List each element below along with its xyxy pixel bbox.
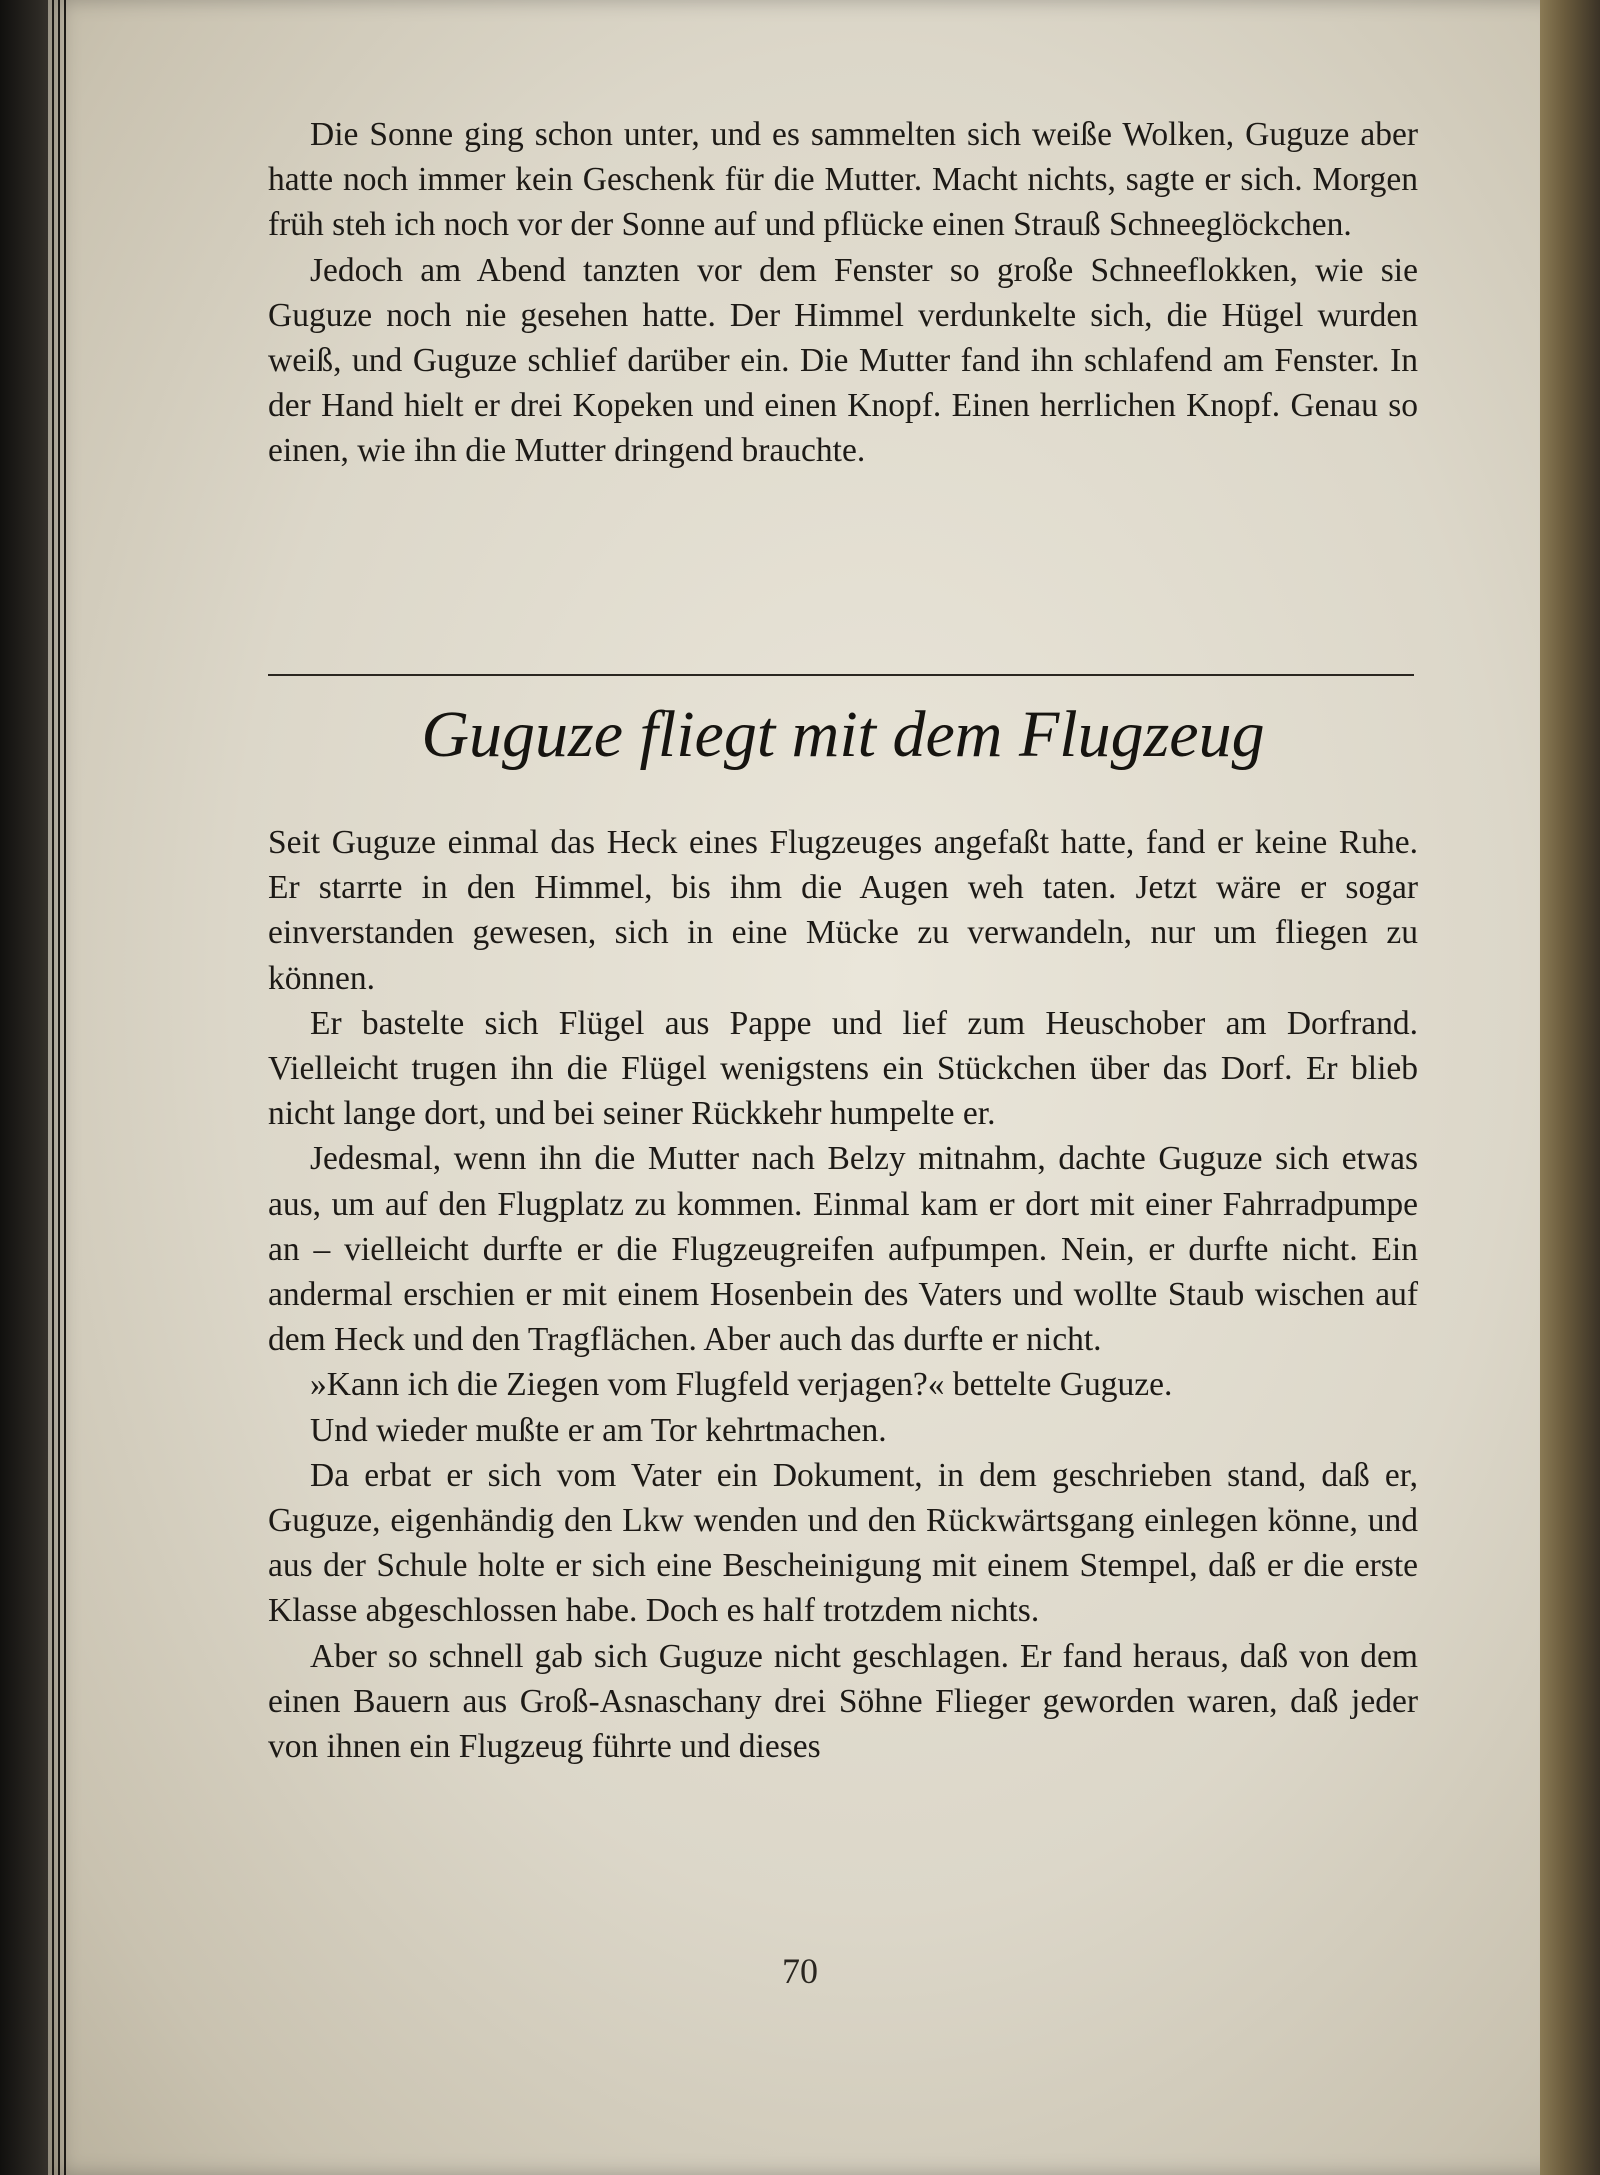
story-ending <box>268 112 1418 474</box>
paragraph: Die Sonne ging schon unter, und es sammelten sich weiße Wolken, Guguze aber hatte noch immer kein Geschenk für die Mutter. Macht nichts, sagte er sich. Morgen früh steh ich noch vor der Sonne auf und pflücke einen Strauß Schneeglöckchen. <box>268 116 1418 244</box>
paragraph: »Kann ich die Ziegen vom Flugfeld verjagen?« bettelte Guguze. <box>310 1366 1173 1404</box>
right-page-edge <box>1540 0 1600 2175</box>
paragraph: Da erbat er sich vom Vater ein Dokument, in dem geschrieben stand, daß er, Guguze, eigenhändig den Lkw wenden und den Rückwärtsgang einlegen könne, und aus der Schule holte er sich eine Bescheinigung mit einem Stempel, daß er die erste Klasse abgeschlossen habe. Doch es half trotzdem nichts. <box>268 1456 1418 1630</box>
paragraph: Jedesmal, wenn ihn die Mutter nach Belzy mitnahm, dachte Guguze sich etwas aus, um auf den Flugplatz zu kommen. Einmal kam er dort mit einer Fahrradpumpe an – vielleicht durfte er die Flugzeugreifen aufpumpen. Nein, er durfte nicht. Ein andermal erschien er mit einem Hosenbein des Vaters und wollte Staub wischen auf dem Heck und den Tragflächen. Aber auch das durfte er nicht. <box>268 1140 1418 1359</box>
page-number: 70 <box>782 1951 818 1991</box>
paragraph: Und wieder mußte er am Tor kehrtmachen. <box>310 1411 887 1449</box>
chapter-divider-rule <box>268 674 1414 676</box>
page-stack-edge <box>52 0 70 2175</box>
paragraph: Aber so schnell gab sich Guguze nicht geschlagen. Er fand heraus, daß von dem einen Bauern aus Groß-Asnaschany drei Söhne Flieger geworden waren, daß jeder von ihnen ein Flugzeug führte und dieses <box>268 1637 1418 1766</box>
paragraph: Jedoch am Abend tanzten vor dem Fenster so große Schneeflokken, wie sie Guguze noch nie gesehen hatte. Der Himmel verdunkelte sich, die Hügel wurden weiß, und Guguze schlief darüber ein. Die Mutter fand ihn schlafend am Fenster. In der Hand hielt er drei Kopeken und einen Knopf. Einen herrlichen Knopf. Genau so einen, wie ihn die Mutter dringend brauchte. <box>268 251 1418 470</box>
paragraph: Seit Guguze einmal das Heck eines Flugzeuges angefaßt hatte, fand er keine Ruhe. Er starrte in den Himmel, bis ihm die Augen weh taten. Jetzt wäre er sogar einverstanden gewesen, sich in eine Mücke zu verwandeln, nur um fliegen zu können. <box>268 824 1418 997</box>
chapter-title: Guguze fliegt mit dem Flugzeug <box>421 698 1265 771</box>
chapter-body <box>268 820 1418 1769</box>
paragraph: Er bastelte sich Flügel aus Pappe und lief zum Heuschober am Dorfrand. Vielleicht trugen ihn die Flügel wenigstens ein Stückchen über das Dorf. Er blieb nicht lange dort, und bei seiner Rückkehr humpelte er. <box>268 1004 1418 1133</box>
